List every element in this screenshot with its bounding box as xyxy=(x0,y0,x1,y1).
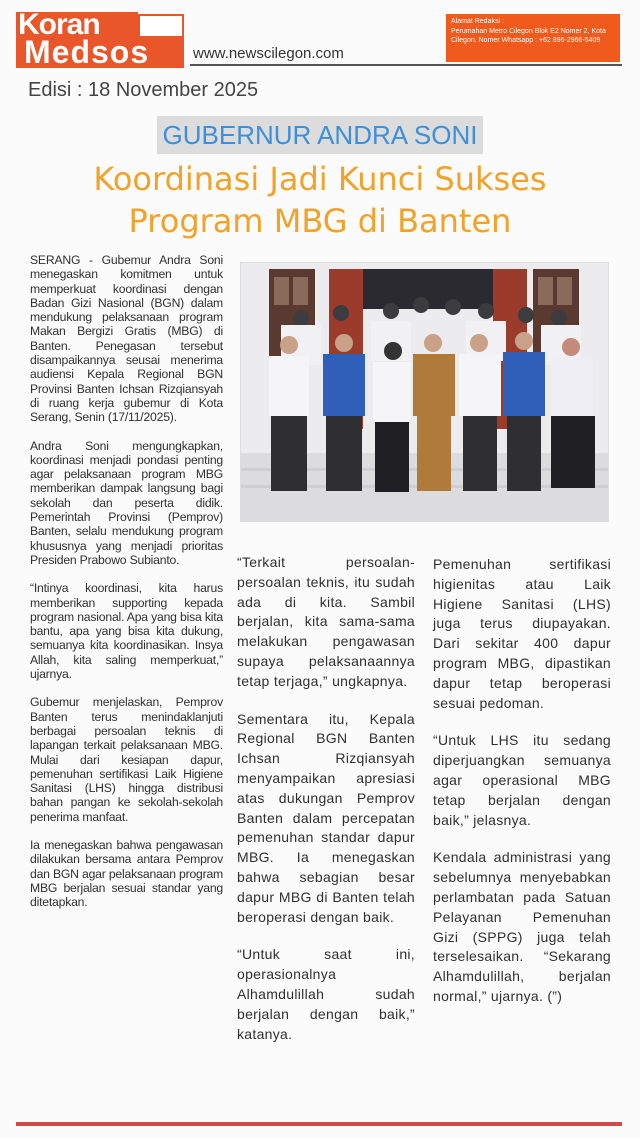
headline-line-2: Program MBG di Banten xyxy=(128,202,512,240)
paragraph: “Intinya koordinasi, kita harus memberikan supporting kepada program nasional. Apa yang bisa kita bantu, apa yang bisa kita dukung, semuanya kita koordinasikan. Insya Allah, kita saling memperkuat,” ujarnya. xyxy=(30,581,223,682)
paragraph: Sementara itu, Kepala Regional BGN Banten Ichsan Rizqiansyah menyampaikan apresiasi atas dukungan Pemprov Banten dalam percepatan pemenuhan standar dapur MBG. Ia menegaskan bahwa sebagian besar dapur MBG di Banten telah beroperasi dengan baik. xyxy=(237,710,415,925)
logo-word-koran: Koran xyxy=(18,8,100,41)
article-column-3 xyxy=(433,555,611,1025)
paragraph: Kendala administrasi yang sebelumnya menyebabkan perlambatan pada Satuan Pelayanan Pemenuhan Gizi (SPPG) juga telah terselesaikan. “Sekarang Alhamdulillah, berjalan normal,” ujarnya. (”) xyxy=(433,849,611,1004)
website-url[interactable]: www.newscilegon.com xyxy=(193,45,344,62)
masthead-rule xyxy=(190,64,622,66)
paragraph: Pemenuhan sertifikasi higienitas atau Laik Higiene Sanitasi (LHS) juga terus diupayakan. Dari sekitar 400 dapur program MBG, dipastikan dapur tetap beroperasi sesuai pedoman. xyxy=(433,556,611,711)
headline-line-1: Koordinasi Jadi Kunci Sukses xyxy=(93,160,547,198)
article-column-1 xyxy=(30,253,223,923)
logo-word-medsos: Medsos xyxy=(24,34,150,70)
paragraph: “Untuk LHS itu sedang diperjuangkan semuanya agar operasional MBG tetap berjalan dengan baik,” jelasnya. xyxy=(433,732,611,828)
address-title: Alamat Redaksi : xyxy=(451,18,504,25)
paragraph: “Untuk saat ini, operasionalnya Alhamdulillah sudah berjalan dengan baik,” katanya. xyxy=(237,946,415,1042)
newspaper-logo xyxy=(16,8,186,70)
group-photo-illustration xyxy=(241,263,608,521)
paragraph: “Terkait persoalan-persoalan teknis, itu sudah ada di kita. Sambil berjalan, kita sama-sama melakukan pengawasan supaya pelaksanaannya tetap terjaga,” ungkapnya. xyxy=(237,554,415,689)
paragraph: SERANG - Gubemur Andra Soni menegaskan komitmen untuk memperkuat koordinasi dengan Badan Gizi Nasional (BGN) dalam mendukung pelaksanaan program Makan Bergizi Gratis (MBG) di Banten. Penegasan tersebut disampaikannya seusai menerima audiensi Kepala Regional BGN Provinsi Banten Ichsan Rizqiansyah di ruang kerja gubemur di Kota Serang, Senin (17/11/2025). xyxy=(30,253,223,425)
address-box xyxy=(446,14,620,62)
article-headline xyxy=(0,158,640,242)
article-column-2 xyxy=(237,553,415,1062)
article-photo xyxy=(240,262,609,522)
address-body: Perumahan Metro Cilegon Blok E2 Nomer 2, Kota Cilegon. Nomer Whatsapp : +62 896-2966-5409 xyxy=(451,27,606,44)
edition-date: Edisi : 18 November 2025 xyxy=(28,79,259,101)
paragraph: Gubemur menjelaskan, Pemprov Banten terus menindaklanjuti berbagai persoalan teknis di lapangan terkait pelaksanaan MBG. Mulai dari kesiapan dapur, pemenuhan sertifikasi Laik Higiene Sanitasi (LHS) hingga distribusi bahan pangan ke sekolah-sekolah penerima manfaat. xyxy=(30,695,223,824)
article-kicker: GUBERNUR ANDRA SONI xyxy=(157,116,484,154)
footer-rule xyxy=(16,1122,622,1126)
paragraph: Ia menegaskan bahwa pengawasan dilakukan bersama antara Pemprov dan BGN agar pelaksanaan program MBG berjalan sesuai standar yang ditetapkan. xyxy=(30,837,223,910)
paragraph: Andra Soni mengungkapkan, koordinasi menjadi pondasi penting agar pelaksanaan program MBG memberikan dampak langsung bagi sekolah dan peserta didik. Pemerintah Provinsi (Pemprov) Banten, selalu mendukung program khususnya yang menjadi prioritas Presiden Prabowo Subianto. xyxy=(30,438,223,567)
